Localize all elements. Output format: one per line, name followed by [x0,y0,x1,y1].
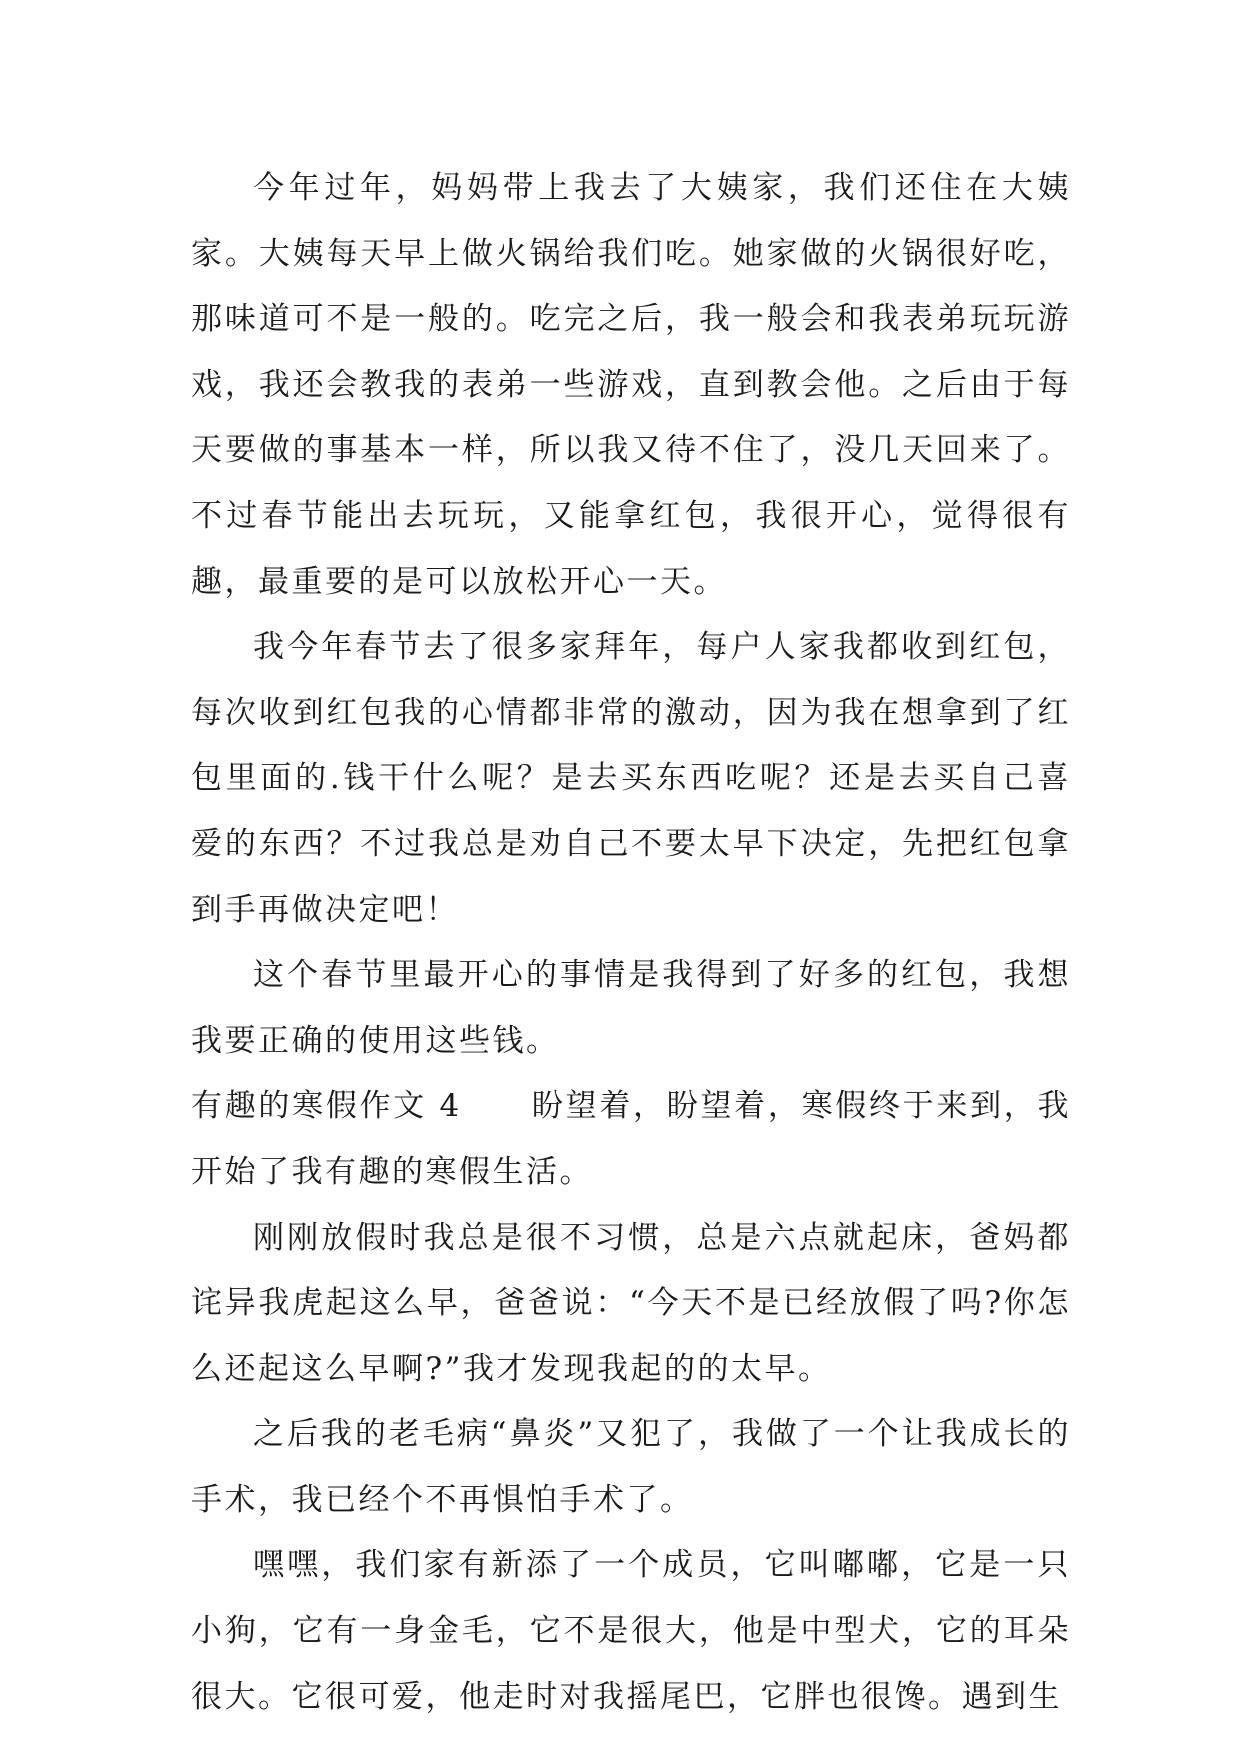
section-heading: 有趣的寒假作文 4 [191,1088,462,1125]
paragraph-visit-aunt: 今年过年，妈妈带上我去了大姨家，我们还住在大姨家。大姨每天早上做火锅给我们吃。她家做的火锅很好吃，那味道可不是一般的。吃完之后，我一般会和我表弟玩玩游戏，我还会教我的表弟一些游戏，直到教会他。之后由于每天要做的事基本一样，所以我又待不住了，没几天回来了。不过春节能出去玩玩，又能拿红包，我很开心，觉得很有趣，最重要的是可以放松开心一天。 [191,170,1071,600]
paragraph-surgery: 之后我的老毛病“鼻炎”又犯了，我做了一个让我成长的手术，我已经个不再惧怕手术了。 [191,1416,1071,1518]
paragraph-early-rising: 刚刚放假时我总是很不习惯，总是六点就起床，爸妈都诧异我虎起这么早，爸爸说：“今天不是已经放假了吗?你怎么还起这么早啊?”我才发现我起的的太早。 [191,1219,1071,1387]
section-intro: 盼望着，盼望着，寒假终于来到，我开始了我有趣的寒假生活。 [191,1088,1071,1190]
document-body [191,156,1071,1730]
paragraph-new-puppy: 嘿嘿，我们家有新添了一个成员，它叫嘟嘟，它是一只小狗，它有一身金毛，它不是很大，他是中型犬，它的耳朵很大。它很可爱，他走时对我摇尾巴，它胖也很馋。遇到生 [191,1547,1071,1715]
paragraph-happiest-thing: 这个春节里最开心的事情是我得到了好多的红包，我想我要正确的使用这些钱。 [191,957,1071,1059]
paragraph-red-envelopes: 我今年春节去了很多家拜年，每户人家我都收到红包，每次收到红包我的心情都非常的激动，因为我在想拿到了红包里面的.钱干什么呢？是去买东西吃呢？还是去买自己喜爱的东西？不过我总是劝自己不要太早下决定，先把红包拿到手再做决定吧！ [191,629,1071,928]
section-heading-paragraph [191,1074,1071,1205]
